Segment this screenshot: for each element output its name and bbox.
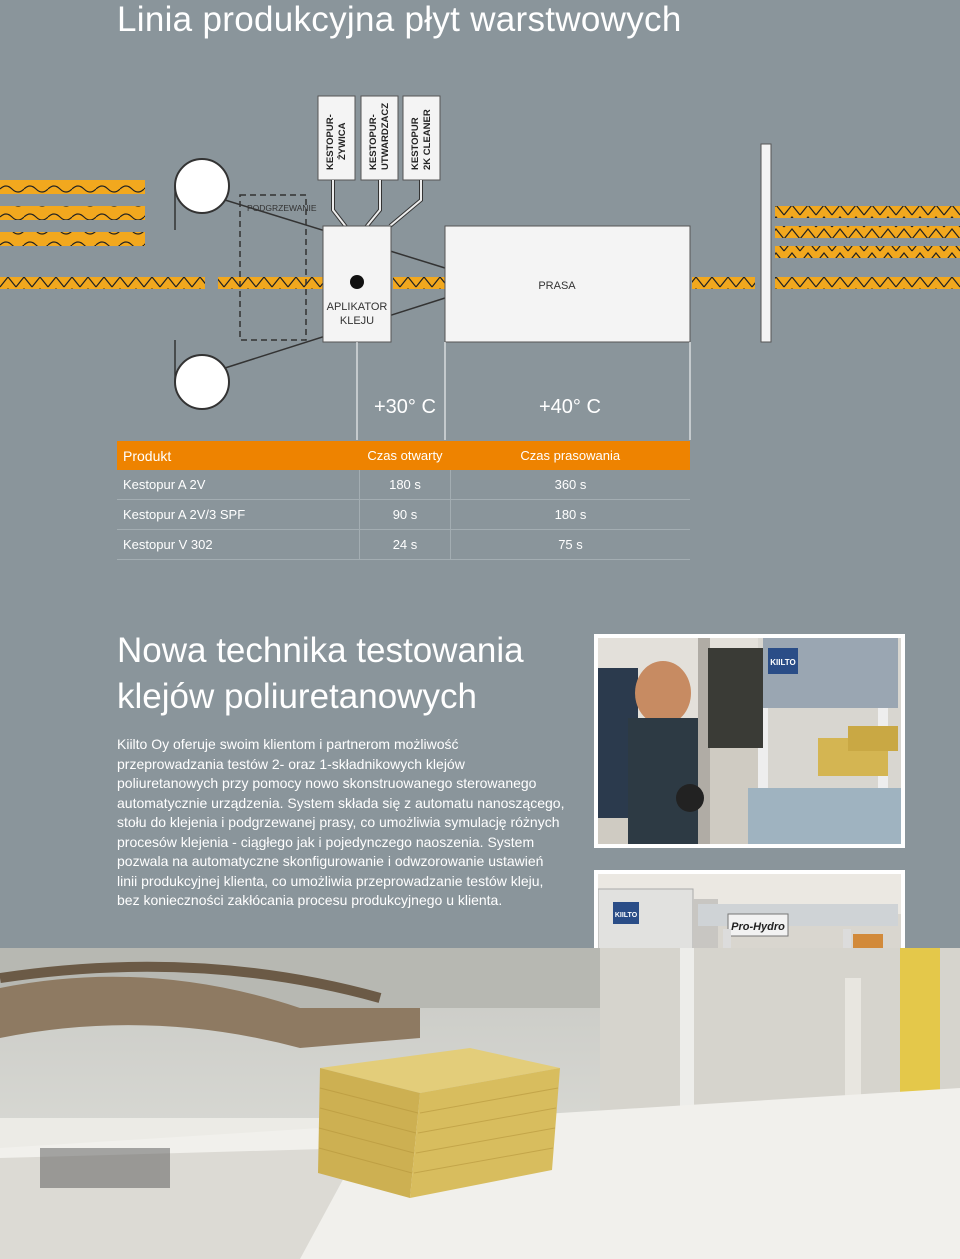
heating-zone	[240, 195, 306, 340]
header-product: Produkt	[117, 441, 360, 470]
conveyor-strip	[0, 277, 205, 289]
wool-block-photo	[0, 948, 960, 1259]
roller-top	[175, 159, 229, 213]
prohydro-label: Pro-Hydro	[731, 921, 785, 933]
table-header	[117, 441, 690, 470]
panel-layer	[775, 206, 960, 218]
page-title: Linia produkcyjna płyt warstwowych	[117, 0, 682, 39]
table-row	[117, 500, 690, 530]
tank-hardener-label-2: UTWARDZACZ	[380, 102, 391, 170]
tank-resin-label-2: ŻYWICA	[337, 122, 348, 160]
temp-press: +40° C	[539, 396, 601, 418]
conveyor-strip	[692, 277, 755, 289]
cell-press-time: 360 s	[451, 470, 691, 500]
cutter-bar	[761, 144, 771, 342]
applicator-nozzle	[350, 275, 364, 289]
conveyor-strip	[218, 277, 323, 289]
tank-cleaner-label-2: 2K CLEANER	[422, 109, 433, 170]
header-open-time: Czas otwarty	[360, 441, 451, 470]
temp-applicator: +30° C	[374, 396, 436, 418]
cell-press-time: 180 s	[451, 500, 691, 530]
cell-open-time: 180 s	[360, 470, 451, 500]
tank-hardener-label-1: KESTOPUR-	[368, 114, 379, 170]
header-press-time: Czas prasowania	[451, 441, 691, 470]
heating-label: PODGRZEWANIE	[247, 203, 317, 213]
section-heading-line-1: Nowa technika testowania	[117, 631, 524, 670]
panel-layer	[775, 246, 960, 258]
tank-cleaner-label-1: KESTOPUR	[410, 117, 421, 170]
cell-product: Kestopur V 302	[117, 530, 360, 560]
table-row	[117, 470, 690, 500]
lab-photo-1	[594, 634, 905, 848]
conveyor-strip	[775, 277, 960, 289]
cell-product: Kestopur A 2V	[117, 470, 360, 500]
panel-layer	[775, 226, 960, 238]
section-heading	[117, 628, 524, 720]
applicator-label-1: APLIKATOR	[326, 301, 388, 313]
cell-open-time: 24 s	[360, 530, 451, 560]
cell-press-time: 75 s	[451, 530, 691, 560]
kiilto-logo-1: KIILTO	[770, 658, 796, 667]
press-label: PRASA	[538, 280, 576, 292]
production-line-diagram	[0, 80, 960, 440]
tank-resin-label-1: KESTOPUR-	[325, 114, 336, 170]
wool-strip	[0, 232, 145, 246]
cell-product: Kestopur A 2V/3 SPF	[117, 500, 360, 530]
applicator-label-2: KLEJU	[339, 315, 375, 327]
cell-open-time: 90 s	[360, 500, 451, 530]
section-heading-line-2: klejów poliuretanowych	[117, 677, 477, 716]
body-paragraph: Kiilto Oy oferuje swoim klientom i partnerom możliwość przeprowadzania testów 2- oraz 1-składnikowych klejów poliuretanowych przy pomocy nowo skonstruowanego sterowanego automatycznie urządzenia. System składa się z automatu nanoszącego, stołu do klejenia i podgrzewanej prasy, co umożliwia symulację różnych procesów klejenia - ciągłego jak i pojedynczego naoszenia. System pozwala na automatyczne skonfigurowanie i odwzorowanie ustawień linii produkcyjnej klienta, co umożliwia przeprowadzanie testów kleju, bez konieczności zakłócania procesu produkcyjnego u klienta.	[117, 736, 565, 908]
wool-strip	[0, 180, 145, 194]
roller-bottom	[175, 355, 229, 409]
product-table	[117, 441, 690, 560]
table-row	[117, 530, 690, 560]
conveyor-strip	[393, 277, 445, 289]
wool-strip	[0, 206, 145, 220]
kiilto-logo-2: KIILTO	[614, 912, 638, 919]
